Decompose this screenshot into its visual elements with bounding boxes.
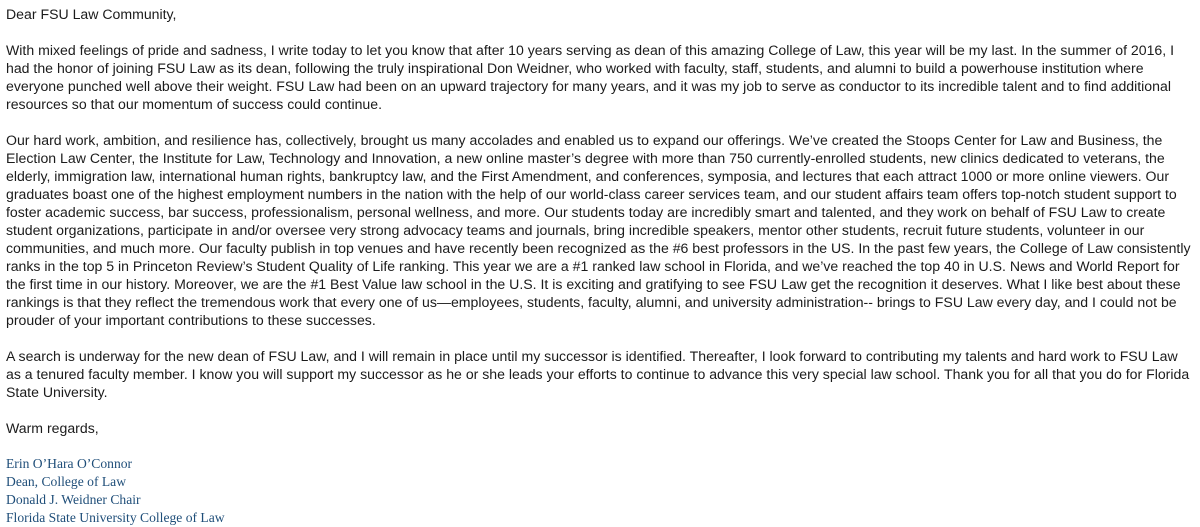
paragraph-1: With mixed feelings of pride and sadness, I write today to let you know that after 10 years serving as dean of this amazing College of Law, this year will be my last. In the summer of 2016, I had the honor of joining FSU Law as its dean, following the truly inspirational Don Weidner, who worked with faculty, staff, students, and alumni to build a powerhouse institution where everyone punched well above their weight. FSU Law had been on an upward trajectory for many years, and it was my job to serve as conductor to its incredible talent and to find additional resources so that our momentum of success could continue. (6, 42, 1175, 112)
closing: Warm regards, (6, 420, 99, 436)
paragraph-3: A search is underway for the new dean of FSU Law, and I will remain in place until my successor is identified. Thereafter, I look forward to contributing my talents and hard work to FSU Law as a tenured faculty member. I know you will support my successor as he or she leads your efforts to continue to advance this very special law school. Thank you for all that you do for Florida State University. (6, 348, 1190, 400)
signature-chair: Donald J. Weidner Chair (6, 492, 141, 507)
letter-body (6, 5, 1196, 527)
signature-name: Erin O’Hara O’Connor (6, 456, 133, 471)
signature-title: Dean, College of Law (6, 474, 127, 489)
signature-block (6, 455, 1196, 527)
signature-institution: Florida State University College of Law (6, 510, 225, 525)
greeting: Dear FSU Law Community, (6, 6, 177, 22)
paragraph-2: Our hard work, ambition, and resilience has, collectively, brought us many accolades and enabled us to expand our offerings. We’ve created the Stoops Center for Law and Business, the Election Law Center, the Institute for Law, Technology and Innovation, a new online master’s degree with more than 750 currently-enrolled students, new clinics dedicated to veterans, the elderly, immigration law, international human rights, bankruptcy law, and the First Amendment, and conferences, symposia, and lectures that each attract 1000 or more online viewers. Our graduates boast one of the highest employment numbers in the nation with the help of our world-class career services team, and our student affairs team offers top-notch student support to foster academic success, bar success, professionalism, personal wellness, and more. Our students today are incredibly smart and talented, and they work on behalf of FSU Law to create student organizations, participate in and/or oversee very strong advocacy teams and journals, bring incredible speakers, mentor other students, recruit future students, volunteer in our communities, and much more. Our faculty publish in top venues and have recently been recognized as the #6 best professors in the US. In the past few years, the College of Law consistently ranks in the top 5 in Princeton Review’s Student Quality of Life ranking. This year we are a #1 ranked law school in Florida, and we’ve reached the top 40 in U.S. News and World Report for the first time in our history. Moreover, we are the #1 Best Value law school in the U.S. It is exciting and gratifying to see FSU Law get the recognition it deserves. What I like best about these rankings is that they reflect the tremendous work that every one of us—employees, students, faculty, alumni, and university administration-- brings to FSU Law every day, and I could not be prouder of your important contributions to these successes. (6, 132, 1191, 328)
